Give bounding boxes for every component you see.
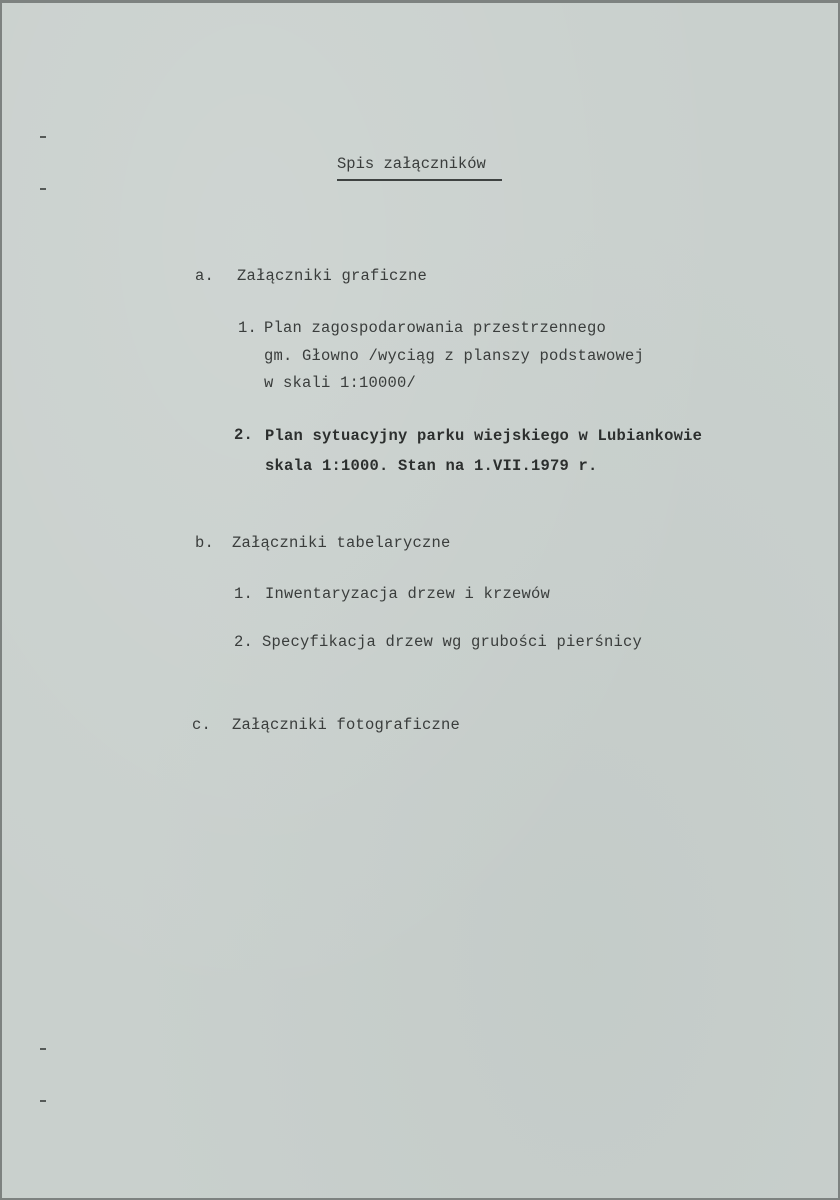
item-text-line: w skali 1:10000/	[264, 374, 417, 392]
section-letter: b.	[195, 534, 215, 552]
title-underline	[337, 179, 502, 181]
item-number: 2.	[234, 426, 254, 444]
item-number: 1.	[234, 585, 254, 603]
item-text-line: Inwentaryzacja drzew i krzewów	[265, 585, 551, 603]
section-heading: Załączniki tabelaryczne	[232, 534, 451, 552]
margin-mark	[40, 188, 46, 190]
item-number: 1.	[238, 319, 258, 337]
document-page	[2, 3, 838, 1198]
item-text-line: gm. Głowno /wyciąg z planszy podstawowej	[264, 347, 645, 365]
item-text-line: Plan sytuacyjny parku wiejskiego w Lubiankowie	[265, 427, 703, 445]
margin-mark	[40, 1100, 46, 1102]
item-text-line: skala 1:1000. Stan na 1.VII.1979 r.	[265, 457, 598, 475]
section-letter: a.	[195, 267, 215, 285]
section-heading: Załączniki fotograficzne	[232, 716, 461, 734]
margin-mark	[40, 1048, 46, 1050]
section-letter: c.	[192, 716, 212, 734]
item-text-line: Plan zagospodarowania przestrzennego	[264, 319, 607, 337]
item-number: 2.	[234, 633, 254, 651]
document-title: Spis załączników	[337, 155, 486, 173]
item-text-line: Specyfikacja drzew wg grubości pierśnicy	[262, 633, 643, 651]
margin-mark	[40, 136, 46, 138]
section-heading: Załączniki graficzne	[237, 267, 428, 285]
